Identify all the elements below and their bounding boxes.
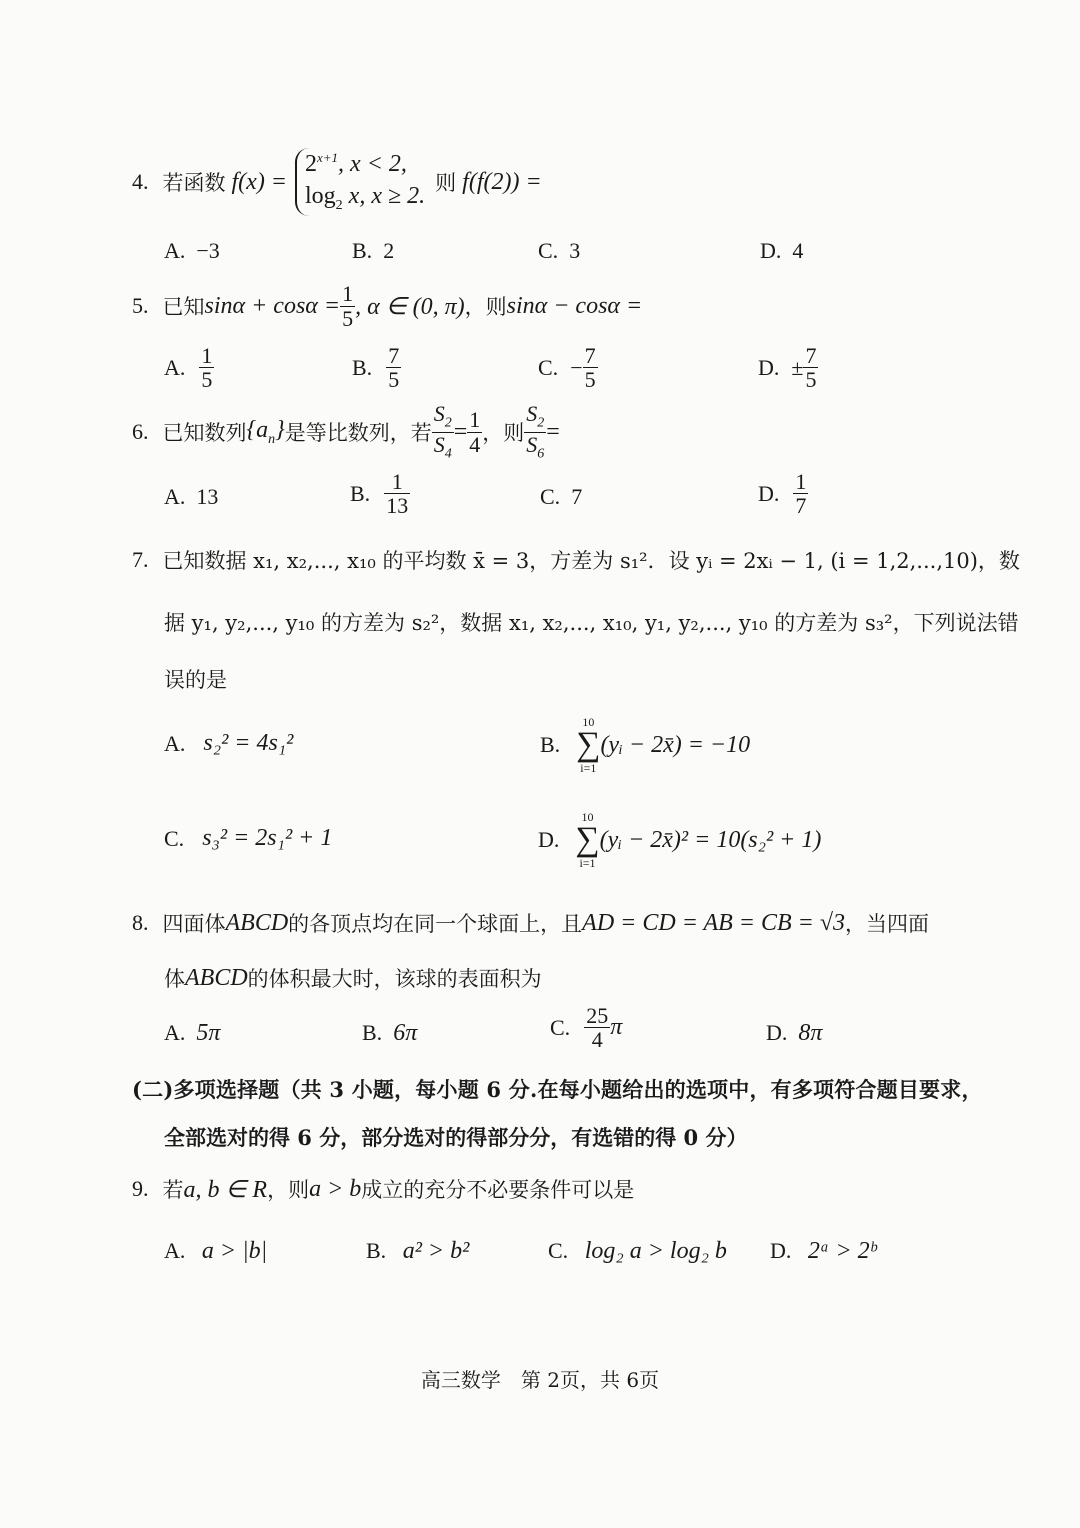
q4-option-d: D. 4 [760,238,804,263]
q9-option-d: D. 2ᵃ > 2ᵇ [770,1238,877,1264]
q6-ratio-s2-s6: $\frac{S_2}{S_6}$ [526,401,545,461]
q8-line2: 体 ABCD 的体积最大时，该球的表面积为 [164,964,542,991]
q6-eq: = [453,418,468,445]
q5-expr2: , α ∈ (0, π) [355,293,465,320]
section-heading-multiple-choice: (二)多项选择题（共 3 小题，每小题 6 分.在每小题给出的选项中，有多项符合题目要求， [132,1077,983,1102]
q6-text2: 是等比数列，若 [284,421,432,445]
q5-option-c: C. − $\frac{7}{5}$ [538,343,596,393]
page-footer: 高三数学 第 2页，共 6页 [420,1368,660,1392]
q8-number: 8. [132,910,149,935]
q7-number: 7. [132,547,149,572]
q5-stem [132,280,642,332]
q4-option-a: A. −3 [164,238,220,263]
q4-option-b: B. 2 [352,238,395,263]
q6-text3: ，则 [482,421,525,445]
q4-case2: $\log_2 x$, x ≥ 2. [305,183,426,214]
q5-expr1: sinα + cosα = [204,292,341,319]
q5-expr3: sinα − cosα = [506,292,643,319]
q9-option-c: C. log₂ a > log₂ b [548,1238,727,1264]
q5-option-a: A. $\frac{1}{5}$ [164,343,213,393]
q5-text: 已知 [162,295,205,319]
q4-func: f(x) = [231,168,287,195]
q6-number: 6. [132,419,149,444]
q6-option-b: B. $\frac{1}{13}$ [350,469,409,519]
q8-option-a: A. 5π [164,1020,221,1046]
q6-sequence: $\{a_n\}$ [246,416,285,447]
q8-option-b: B. 6π [362,1020,418,1046]
q9-option-b: B. a² > b² [366,1238,470,1264]
q4-option-c: C. 3 [538,238,581,263]
q6-eq2: = [546,418,560,445]
q9-number: 9. [132,1176,149,1201]
q4-text: 若函数 [162,171,226,195]
q4-then: 则 [435,171,457,195]
q7-option-c: C. s₃² = 2s₁² + 1 [164,825,333,851]
q6-option-d: D. $\frac{1}{7}$ [758,469,807,519]
q5-number: 5. [132,293,149,318]
sigma-icon: 10 ∑ i=1 [576,715,601,775]
q5-then: ，则 [464,295,507,319]
q4-number: 4. [132,169,149,194]
q6-stem [132,401,560,461]
q9-option-a: A. a > |b| [164,1238,268,1264]
q4-case1: $2^{x+1}$, x < 2, [305,149,407,177]
q7-line2: 据 y₁, y₂,..., y₁₀ 的方差为 s₂²，数据 x₁, x₂,..., x₁₀, y₁, y₂,..., y₁₀ 的方差为 s₃²，下列说法错 [164,611,1019,635]
q8-line1: 8. 四面体 ABCD 的各顶点均在同一个球面上，且 AD = CD = AB = CB = √3 ，当四面 [132,909,930,936]
sigma-icon: 10 ∑ i=1 [575,810,600,870]
section-heading-scoring: 全部选对的得 6 分，部分选对的得部分分，有选错的得 0 分） [164,1125,748,1150]
q4-expr: f(f(2)) = [462,168,542,195]
q6-ratio-s2-s4: $\frac{S_2}{S_4}$ [433,401,452,461]
q7-line1-text: 已知数据 x₁, x₂,..., x₁₀ 的平均数 x̄ = 3，方差为 s₁²．设 yᵢ = 2xᵢ − 1, (i = 1,2,...,10)，数 [162,549,1020,573]
q8-option-d: D. 8π [766,1020,823,1046]
q4-piecewise [295,148,425,216]
q5-option-b: B. $\frac{7}{5}$ [352,343,400,393]
q7-option-d: D. 10 ∑ i=1 (yᵢ − 2x̄)² = 10(s₂² + 1) [538,810,822,870]
q7-line3: 误的是 [164,668,227,692]
q6-option-c: C. 7 [540,484,583,509]
q7-line1 [132,545,1020,575]
q9-stem: 9. 若 a, b ∈ R ，则 a > b 成立的充分不必要条件可以是 [132,1175,635,1203]
q5-fraction: $\frac{1}{5}$ [342,281,354,331]
q8-option-c: C. $\frac{25}{4}$ π [550,1003,623,1053]
q4-stem [132,150,542,214]
q7-option-a: A. s₂² = 4s₁² [164,730,294,756]
q7-option-b: B. 10 ∑ i=1 (yᵢ − 2x̄) = −10 [540,715,751,775]
q6-quarter: $\frac{1}{4}$ [469,407,481,457]
q6-text1: 已知数列 [162,421,247,445]
q5-option-d: D. ± $\frac{7}{5}$ [758,343,817,393]
q6-option-a: A. 13 [164,484,219,509]
